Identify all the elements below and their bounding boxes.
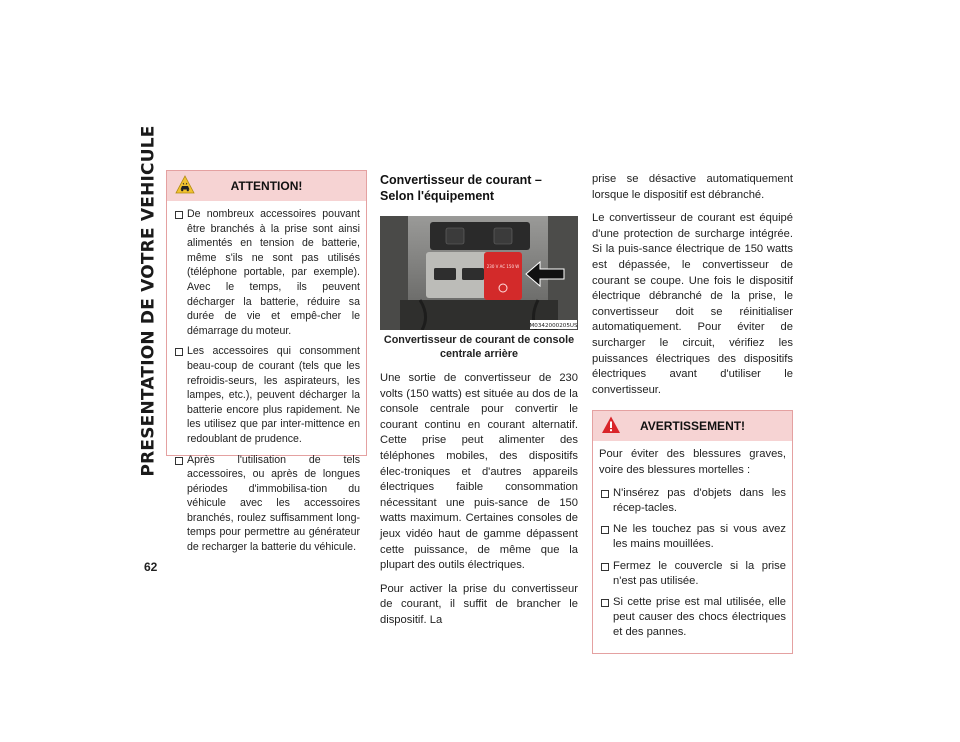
page-number: 62 — [144, 560, 158, 574]
list-item: Après l'utilisation de tels accessoires, ou après de longues périodes d'immobilisa-tion du véhicule avec les accessoires branchés, roulez suffisamment long-temps pour permettre au générateur de recharger la batterie du véhicule. — [173, 453, 360, 555]
attention-title: ATTENTION! — [230, 179, 303, 193]
side-title-text: PRESENTATION DE VOTRE VEHICULE — [139, 125, 160, 477]
middle-column — [380, 172, 578, 637]
attention-header — [167, 171, 366, 201]
avertissement-title: AVERTISSEMENT! — [639, 418, 746, 433]
avertissement-intro: Pour éviter des blessures graves, voire des blessures mortelles : — [599, 448, 786, 476]
warning-triangle-icon — [601, 415, 621, 435]
paragraph: prise se désactive automatiquement lorsque le dispositif est débranché. — [592, 173, 793, 201]
avertissement-header — [593, 411, 792, 441]
paragraph: Une sortie de convertisseur de 230 volts (150 watts) est située au dos de la console centrale pour convertir le courant continu en courant alternatif. Cette prise peut alimenter des téléphones mobiles, des dispositifs élec-troniques et d'autres appareils électriques faible consommation nécessitant une puis-sance de 150 watts maximum. Certaines consoles de jeux vidéo haut de gamme dépassent cette puissance, de même que la plupart des outils électriques. — [380, 372, 578, 572]
list-item: Fermez le couvercle si la prise n'est pas utilisée. — [599, 559, 786, 589]
avertissement-box — [592, 410, 793, 653]
right-column — [592, 172, 793, 650]
attention-box — [166, 170, 367, 554]
attention-list — [173, 207, 360, 555]
section-heading: Convertisseur de courant – Selon l'équipement — [380, 173, 542, 203]
paragraph: Pour activer la prise du convertisseur de courant, il suffit de brancher le dispositif. La — [380, 582, 578, 626]
list-item: Les accessoires qui consomment beau-coup de courant (tels que les refroidis-seurs, les aspirateurs, les lampes, etc.), peuvent décharger la batterie encore plus rapidement. Ne les utilisez que par inter-mittence en redoublant de prudence. — [173, 344, 360, 446]
list-item: Si cette prise est mal utilisée, elle peut causer des chocs électriques et des pannes. — [599, 595, 786, 641]
list-item: N'insérez pas d'objets dans les récep-tacles. — [599, 486, 786, 516]
car-warning-icon — [175, 175, 195, 195]
paragraph: Le convertisseur de courant est équipé d'une protection de surcharge intégrée. Si la puis-sance électrique de 150 watts est dépassée, le convertisseur de courant se coupe. Une fois le dispositif électrique débranché de la prise, le convertisseur doit se réinitialiser automatiquement. Pour éviter de surcharger le circuit, vérifiez les puissances électriques des dispositifs électriques avant d'utiliser le convertisseur. — [592, 212, 793, 396]
image-code: M0342000205US — [529, 323, 578, 329]
power-inverter-photo — [380, 216, 578, 330]
list-item: Ne les touchez pas si vous avez les mains mouillées. — [599, 522, 786, 552]
outlet-label: 230 V AC 150 W — [486, 264, 520, 269]
list-item: De nombreux accessoires pouvant être branchés à la prise sont ainsi alimentés en tension de batterie, même s'ils ne sont pas utilisés (téléphone portable, par exemple). Avec le temps, ils peuvent décharger la batterie, réduire sa durée de vie et empê-cher le démarrage du moteur. — [173, 207, 360, 338]
photo-caption: Convertisseur de courant de console centrale arrière — [383, 334, 575, 360]
avertissement-list — [599, 486, 786, 641]
side-section-title — [136, 125, 162, 477]
